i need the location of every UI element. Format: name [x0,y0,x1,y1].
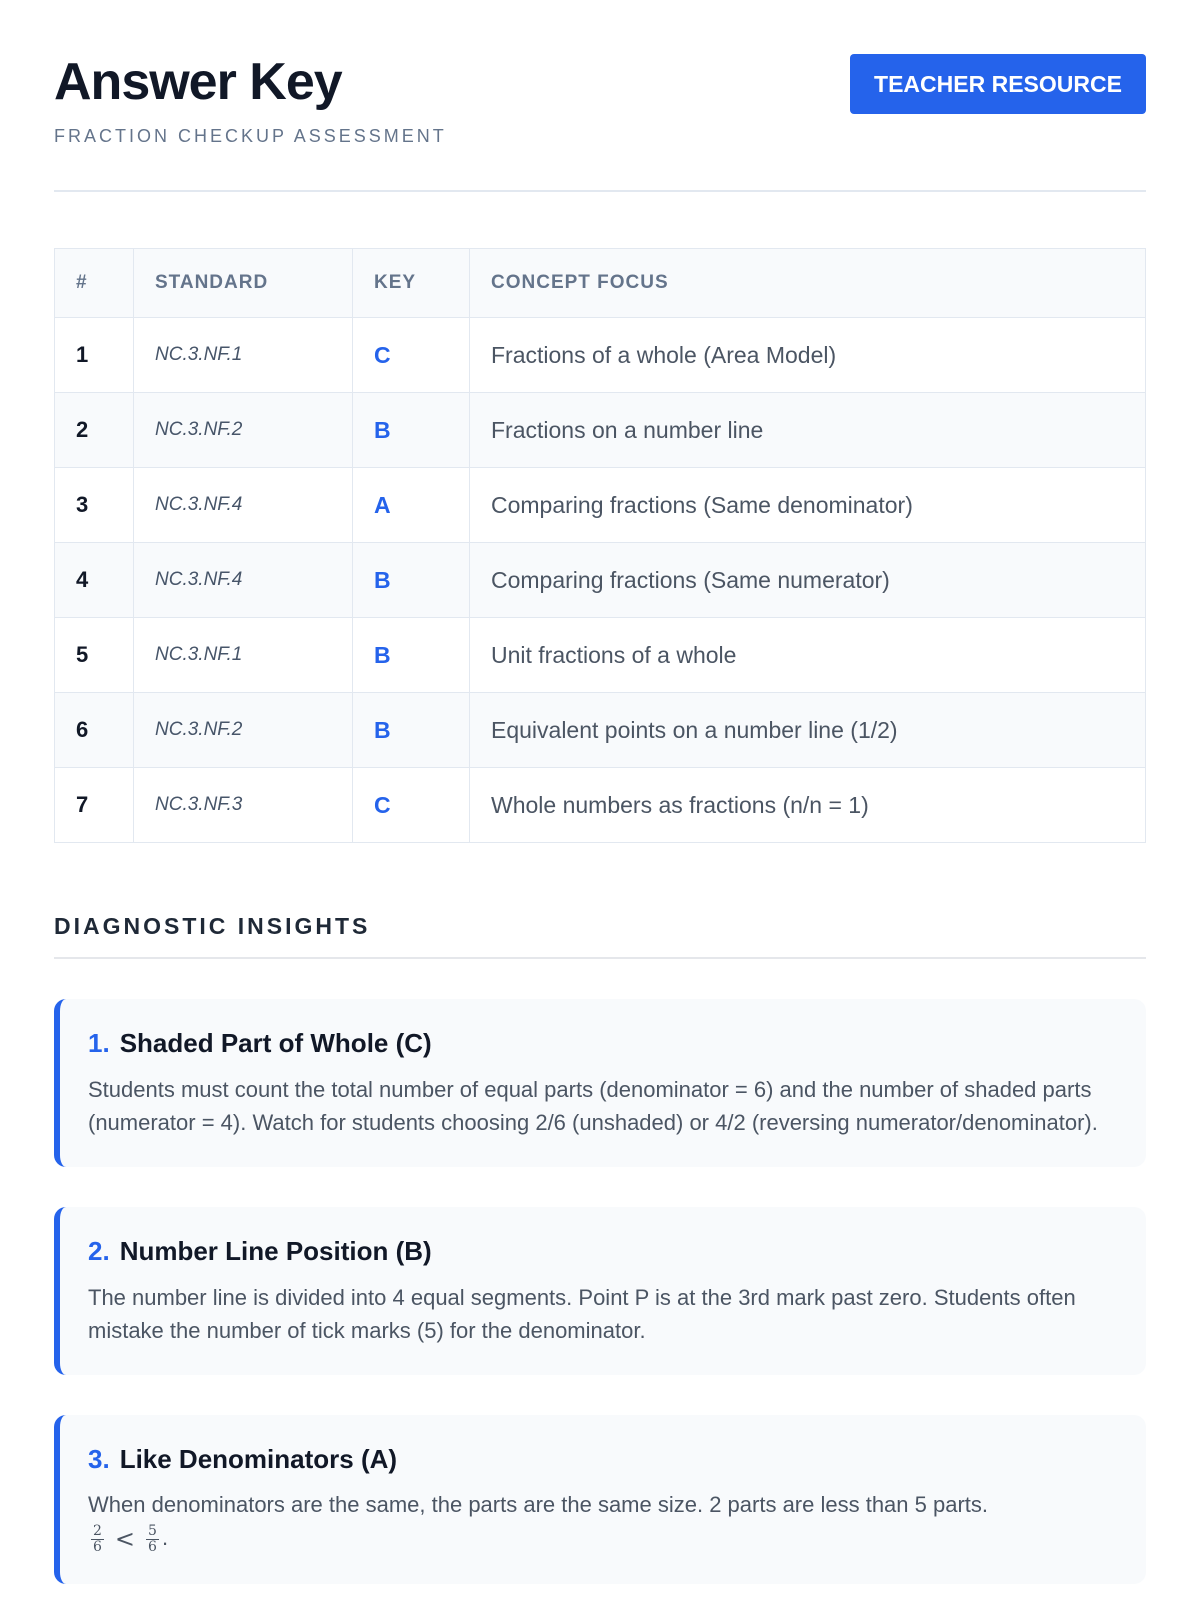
concept-focus: Comparing fractions (Same numerator) [470,543,1146,618]
concept-focus: Equivalent points on a number line (1/2) [470,693,1146,768]
insight-title [88,1235,1116,1269]
standard-code: NC.3.NF.4 [134,468,353,543]
insight-title [88,1443,1116,1477]
insight-number: 2. [88,1235,110,1266]
concept-focus: Fractions of a whole (Area Model) [470,318,1146,393]
column-header-standard: STANDARD [134,249,353,318]
answer-key: B [353,543,470,618]
standard-code: NC.3.NF.1 [134,318,353,393]
table-row [55,393,1146,468]
concept-focus: Whole numbers as fractions (n/n = 1) [470,768,1146,843]
insight-card [54,1207,1146,1375]
page-subtitle: FRACTION CHECKUP ASSESSMENT [54,126,447,146]
table-row [55,693,1146,768]
insight-title-text: Like Denominators (A) [119,1443,398,1474]
table-header-row [55,249,1146,318]
fraction-numerator: 5 [148,1523,157,1540]
fraction-five-sixths [146,1524,159,1555]
column-header-number: # [55,249,134,318]
header [54,0,1146,192]
fraction-denominator: 6 [93,1539,102,1556]
sentence-period: . [161,1525,169,1551]
insight-title-text: Shaded Part of Whole (C) [119,1028,432,1058]
insight-body [88,1488,1116,1556]
answer-key: B [353,618,470,693]
insight-number: 1. [88,1028,110,1058]
answer-key: C [353,768,470,843]
question-number: 2 [55,393,134,468]
answer-key: B [353,693,470,768]
fraction-numerator: 2 [93,1523,102,1540]
insight-body: Students must count the total number of equal parts (denominator = 6) and the number of shaded parts (numerator = 4). Watch for students choosing 2/6 (unshaded) or 4/2 (reversing numerator/denominator). [88,1076,1098,1135]
column-header-concept: CONCEPT FOCUS [470,249,1146,318]
question-number: 1 [55,318,134,393]
fraction-two-sixths [91,1524,104,1555]
insight-card [54,1415,1146,1584]
standard-code: NC.3.NF.1 [134,618,353,693]
question-number: 3 [55,468,134,543]
standard-code: NC.3.NF.3 [134,768,353,843]
concept-focus: Fractions on a number line [470,393,1146,468]
table-row [55,543,1146,618]
insight-body: The number line is divided into 4 equal segments. Point P is at the 3rd mark past zero. Students often mistake the number of tick marks (5) for the denominator. [88,1284,1076,1343]
insight-card [54,999,1146,1167]
teacher-resource-badge: TEACHER RESOURCE [850,54,1146,114]
question-number: 7 [55,768,134,843]
answer-key: B [353,393,470,468]
insight-number: 3. [88,1443,110,1474]
table-row [55,318,1146,393]
fraction-denominator: 6 [148,1539,157,1556]
question-number: 4 [55,543,134,618]
insight-title [88,1027,1116,1061]
insight-body-text: When denominators are the same, the parts are the same size. 2 parts are less than 5 parts. [88,1492,989,1518]
diagnostic-insights-heading: DIAGNOSTIC INSIGHTS [54,913,1146,959]
concept-focus: Comparing fractions (Same denominator) [470,468,1146,543]
table-row [55,468,1146,543]
page-title: Answer Key [54,53,342,111]
standard-code: NC.3.NF.2 [134,393,353,468]
table-row [55,618,1146,693]
concept-focus: Unit fractions of a whole [470,618,1146,693]
question-number: 6 [55,693,134,768]
question-number: 5 [55,618,134,693]
less-than-symbol: < [114,1525,136,1554]
answer-key: A [353,468,470,543]
insight-title-text: Number Line Position (B) [119,1235,432,1266]
standard-code: NC.3.NF.2 [134,693,353,768]
table-row [55,768,1146,843]
column-header-key: KEY [353,249,470,318]
answer-key: C [353,318,470,393]
answer-key-table [54,248,1146,843]
standard-code: NC.3.NF.4 [134,543,353,618]
